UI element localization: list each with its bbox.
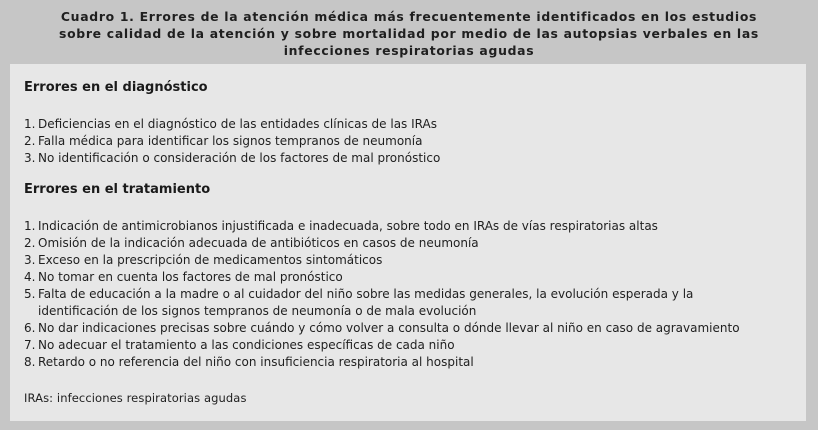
- item-number: 3.: [24, 151, 36, 165]
- item-text: No adecuar el tratamiento a las condiciones específicas de cada niño: [38, 338, 455, 352]
- item-text: No dar indicaciones precisas sobre cuándo y cómo volver a consulta o dónde llevar al niño en caso de agravamiento: [38, 321, 740, 335]
- item-number: 8.: [24, 355, 36, 369]
- table-title-line: sobre calidad de la atención y sobre mortalidad por medio de las autopsias verbales en las: [59, 26, 759, 41]
- footnote: IRAs: infecciones respiratorias agudas: [24, 391, 247, 405]
- item-text: Exceso en la prescripción de medicamentos sintomáticos: [38, 253, 383, 267]
- tratamiento-list: [24, 218, 774, 371]
- list-item: [24, 320, 774, 337]
- list-item: [24, 235, 774, 252]
- list-item: [24, 269, 774, 286]
- item-number: 7.: [24, 338, 36, 352]
- list-item: [24, 133, 774, 150]
- item-number: 1.: [24, 117, 36, 131]
- item-number: 5.: [24, 287, 36, 301]
- diagnostico-heading: Errores en el diagnóstico: [24, 80, 208, 95]
- item-text: Indicación de antimicrobianos injustificada e inadecuada, sobre todo en IRAs de vías respiratorias altas: [38, 219, 658, 233]
- content-panel: [10, 64, 806, 421]
- item-text: No tomar en cuenta los factores de mal pronóstico: [38, 270, 343, 284]
- table-title-line: Cuadro 1. Errores de la atención médica más frecuentemente identificados en los estudios: [60, 9, 758, 24]
- item-text: Falta de educación a la madre o al cuidador del niño sobre las medidas generales, la evolución esperada y la identificación de los signos tempranos de neumonía o de mala evolución: [38, 287, 694, 318]
- item-number: 2.: [24, 134, 36, 148]
- item-text: No identificación o consideración de los factores de mal pronóstico: [38, 151, 441, 165]
- list-item: [24, 150, 774, 167]
- list-item: [24, 218, 774, 235]
- diagnostico-list: [24, 116, 774, 167]
- list-item: [24, 286, 774, 320]
- table-title: [0, 8, 818, 59]
- item-text: Retardo o no referencia del niño con insuficiencia respiratoria al hospital: [38, 355, 474, 369]
- item-text: Deficiencias en el diagnóstico de las entidades clínicas de las IRAs: [38, 117, 437, 131]
- list-item: [24, 337, 774, 354]
- item-number: 1.: [24, 219, 36, 233]
- item-number: 4.: [24, 270, 36, 284]
- item-number: 6.: [24, 321, 36, 335]
- list-item: [24, 116, 774, 133]
- list-item: [24, 354, 774, 371]
- item-text: Falla médica para identificar los signos tempranos de neumonía: [38, 134, 423, 148]
- table-title-line: infecciones respiratorias agudas: [283, 43, 535, 58]
- list-item: [24, 252, 774, 269]
- item-number: 2.: [24, 236, 36, 250]
- item-number: 3.: [24, 253, 36, 267]
- item-text: Omisión de la indicación adecuada de antibióticos en casos de neumonía: [38, 236, 479, 250]
- tratamiento-heading: Errores en el tratamiento: [24, 182, 211, 197]
